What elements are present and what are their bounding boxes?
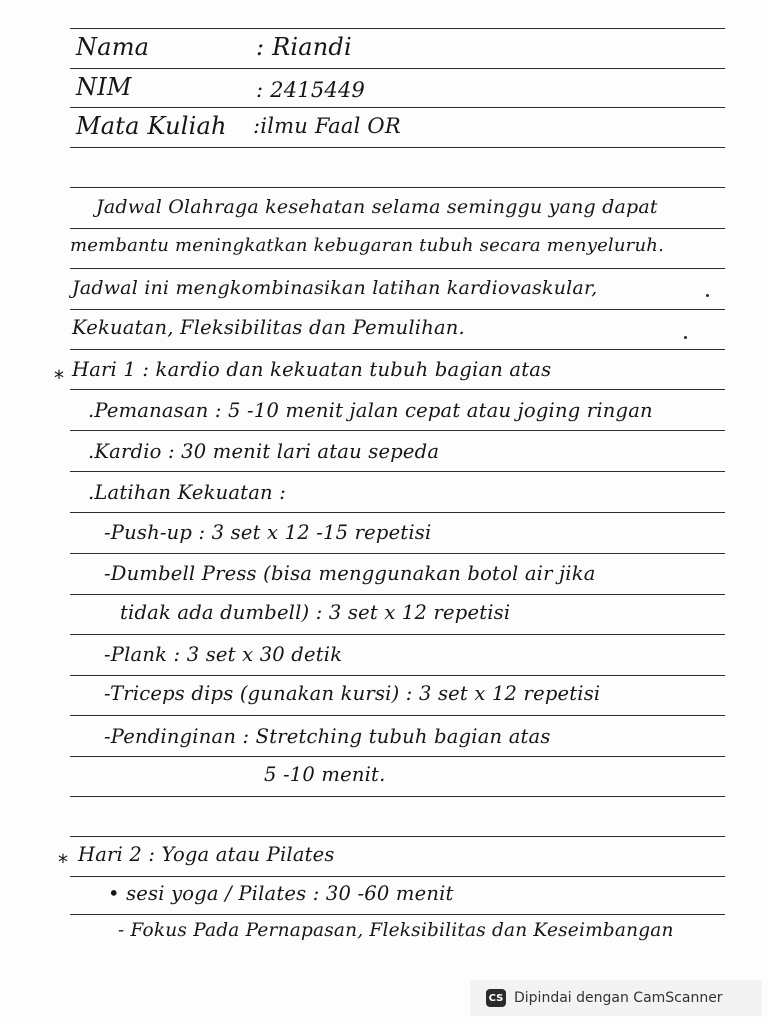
intro-line-1: Jadwal Olahraga kesehatan selama seminggu yang dapat — [96, 196, 658, 218]
mata-kuliah-label: Mata Kuliah — [76, 112, 227, 140]
ruled-line — [70, 634, 725, 635]
day1-item-triceps-dips: -Triceps dips (gunakan kursi) : 3 set x 12 repetisi — [104, 682, 601, 705]
ruled-line — [70, 228, 725, 229]
ruled-line — [70, 309, 725, 310]
ruled-line — [70, 553, 725, 554]
day2-item-sesi-yoga: • sesi yoga / Pilates : 30 -60 menit — [108, 882, 454, 905]
star-bullet: * — [54, 366, 64, 390]
ruled-line — [70, 28, 725, 29]
pen-dot — [706, 294, 709, 297]
day1-item-pendinginan: -Pendinginan : Stretching tubuh bagian atas — [104, 725, 551, 748]
day1-item-latihan-kekuatan: .Latihan Kekuatan : — [88, 481, 286, 504]
ruled-line — [70, 471, 725, 472]
day1-item-pendinginan-cont: 5 -10 menit. — [264, 763, 386, 786]
ruled-line — [70, 147, 725, 148]
ruled-line — [70, 594, 725, 595]
day1-item-pemanasan: .Pemanasan : 5 -10 menit jalan cepat atau joging ringan — [88, 399, 653, 422]
camscanner-text: Dipindai dengan CamScanner — [514, 990, 723, 1006]
day1-item-push-up: -Push-up : 3 set x 12 -15 repetisi — [104, 521, 432, 544]
day1-title: Hari 1 : kardio dan kekuatan tubuh bagian atas — [72, 358, 552, 381]
nama-value: : Riandi — [256, 33, 352, 61]
camscanner-watermark — [470, 980, 762, 1016]
day2-item-fokus: - Fokus Pada Pernapasan, Fleksibilitas dan Keseimbangan — [118, 920, 674, 941]
day1-item-dumbell-press: -Dumbell Press (bisa menggunakan botol air jika — [104, 562, 596, 585]
day1-item-dumbell-press-cont: tidak ada dumbell) : 3 set x 12 repetisi — [120, 601, 511, 624]
intro-line-2: membantu meningkatkan kebugaran tubuh secara menyeluruh. — [70, 235, 664, 256]
mata-kuliah-value: :ilmu Faal OR — [253, 114, 401, 138]
ruled-line — [70, 187, 725, 188]
ruled-line — [70, 675, 725, 676]
ruled-line — [70, 512, 725, 513]
pen-dot — [684, 336, 687, 339]
ruled-line — [70, 68, 725, 69]
nama-label: Nama — [76, 33, 150, 61]
ruled-line — [70, 715, 725, 716]
day1-item-plank: -Plank : 3 set x 30 detik — [104, 643, 343, 666]
nim-value: : 2415449 — [256, 78, 366, 102]
star-bullet: * — [58, 850, 68, 874]
camscanner-logo-icon: CS — [486, 989, 506, 1007]
ruled-line — [70, 796, 725, 797]
ruled-line — [70, 389, 725, 390]
ruled-line — [70, 876, 725, 877]
day2-title: Hari 2 : Yoga atau Pilates — [78, 843, 335, 866]
ruled-line — [70, 430, 725, 431]
ruled-line — [70, 756, 725, 757]
ruled-line — [70, 914, 725, 915]
ruled-line — [70, 268, 725, 269]
nim-label: NIM — [76, 73, 132, 101]
day1-item-kardio: .Kardio : 30 menit lari atau sepeda — [88, 440, 440, 463]
intro-line-4: Kekuatan, Fleksibilitas dan Pemulihan. — [72, 316, 465, 339]
ruled-line — [70, 107, 725, 108]
ruled-line — [70, 349, 725, 350]
ruled-line — [70, 836, 725, 837]
intro-line-3: Jadwal ini mengkombinasikan latihan kardiovaskular, — [72, 277, 598, 299]
